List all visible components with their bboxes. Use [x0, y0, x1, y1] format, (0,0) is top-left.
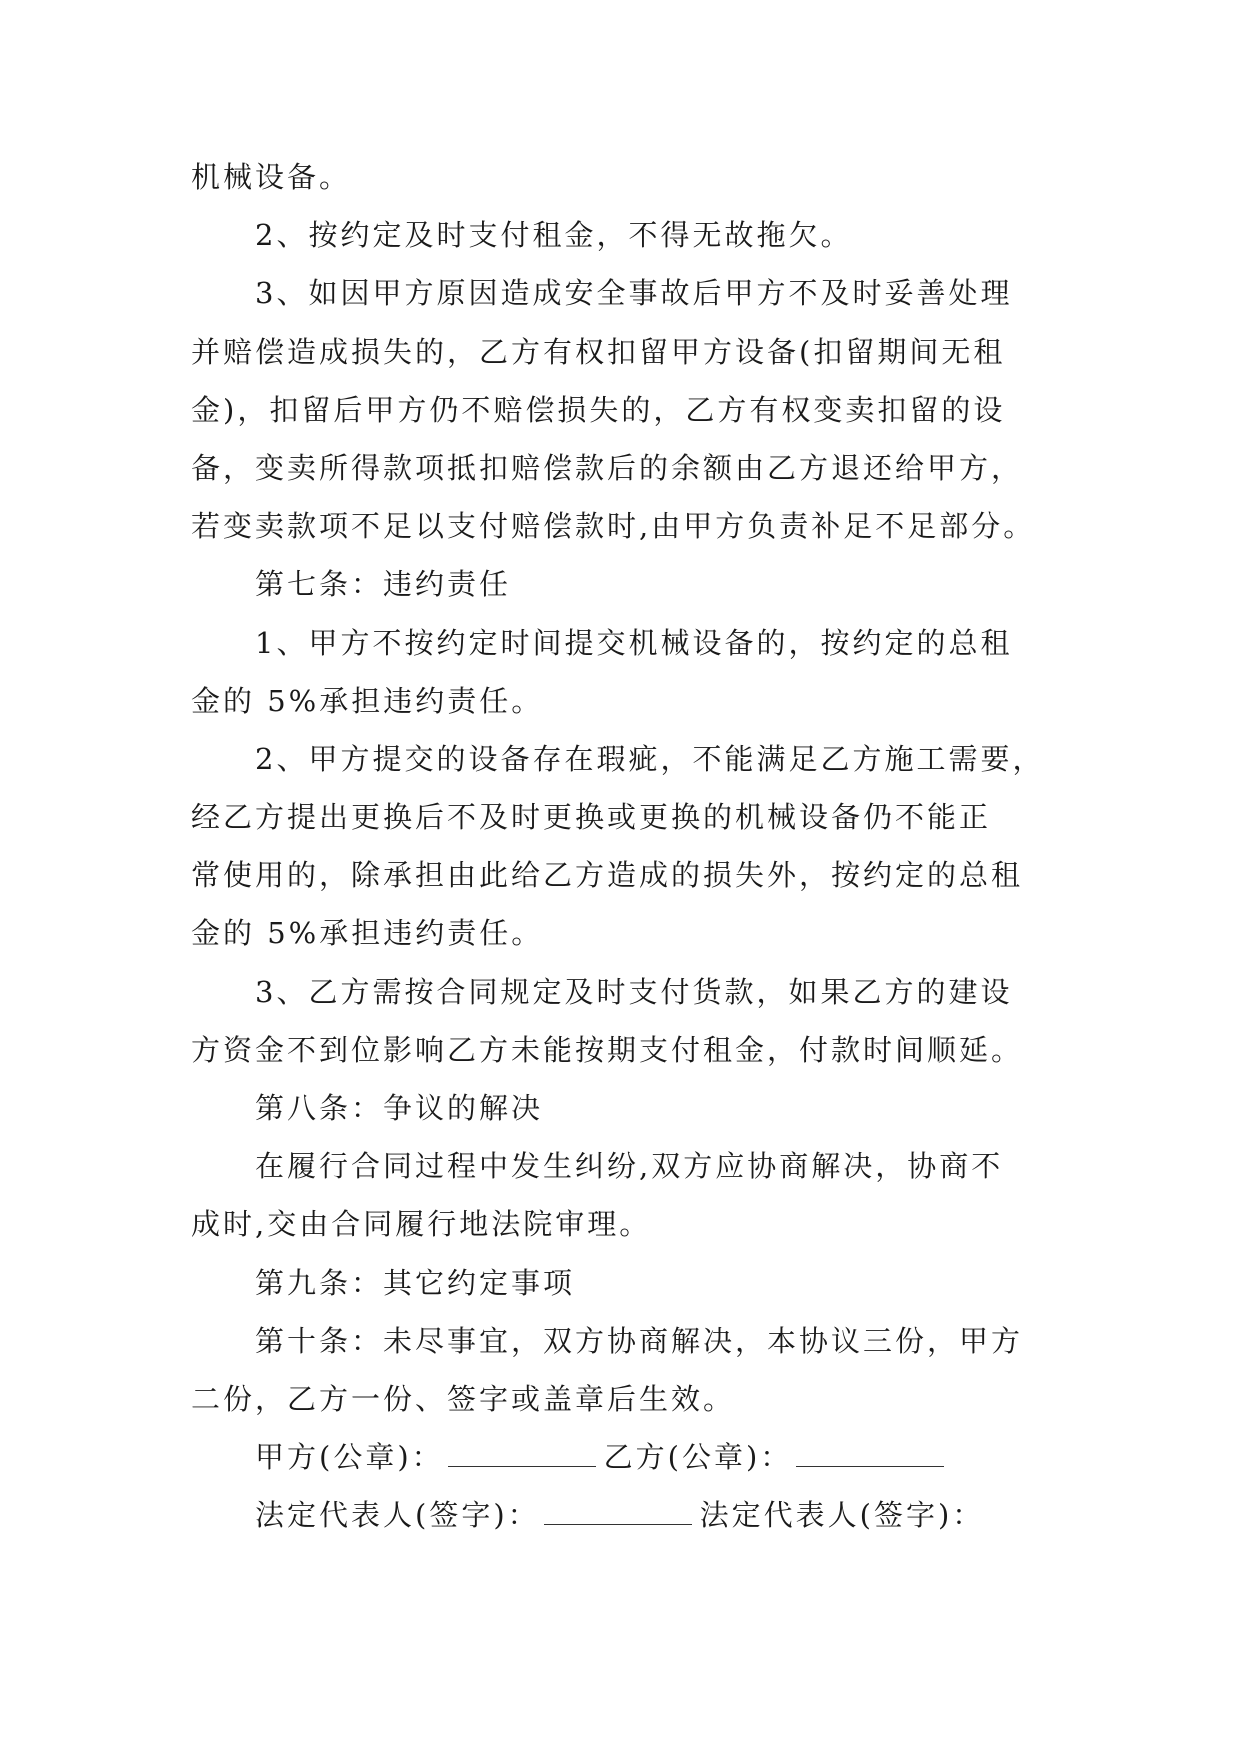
text-line: 成时,交由合同履行地法院审理。	[191, 1207, 652, 1242]
text-line: 3、乙方需按合同规定及时支付货款，如果乙方的建设	[255, 974, 1013, 1009]
text-line: 若变卖款项不足以支付赔偿款时,由甲方负责补足不足部分。	[191, 509, 1036, 544]
text-line: 第九条：其它约定事项	[255, 1265, 576, 1300]
party-a-seal-blank	[448, 1444, 596, 1467]
text-line: 机械设备。	[191, 160, 352, 194]
signature-row-representative	[191, 1486, 1051, 1544]
text-line: 1、甲方不按约定时间提交机械设备的，按约定的总租	[255, 625, 1013, 660]
text-line: 金)，扣留后甲方仍不赔偿损失的，乙方有权变卖扣留的设	[191, 392, 1006, 427]
contract-clauses	[191, 148, 1051, 1428]
text-line: 经乙方提出更换后不及时更换或更换的机械设备仍不能正	[191, 800, 992, 835]
text-line: 金的 5%承担违约责任。	[191, 916, 544, 951]
text-line: 2、甲方提交的设备存在瑕疵，不能满足乙方施工需要，	[255, 741, 1045, 776]
text-line: 并赔偿造成损失的，乙方有权扣留甲方设备(扣留期间无租	[191, 334, 1006, 369]
text-line: 备，变卖所得款项抵扣赔偿款后的余额由乙方退还给甲方，	[191, 450, 1024, 485]
contract-body	[191, 148, 1051, 1545]
text-line: 第十条：未尽事宜，双方协商解决，本协议三份，甲方	[255, 1323, 1024, 1358]
text-line: 常使用的，除承担由此给乙方造成的损失外，按约定的总租	[191, 858, 1024, 893]
text-line: 金的 5%承担违约责任。	[191, 683, 544, 718]
party-a-rep-blank	[544, 1502, 692, 1525]
text-line: 3、如因甲方原因造成安全事故后甲方不及时妥善处理	[255, 276, 1013, 311]
text-line: 第八条：争议的解决	[255, 1091, 544, 1125]
text-line: 方资金不到位影响乙方未能按期支付租金，付款时间顺延。	[191, 1032, 1024, 1067]
party-a-seal-label: 甲方(公章)：	[255, 1440, 444, 1475]
text-line: 2、按约定及时支付租金，不得无故拖欠。	[255, 218, 853, 253]
signature-row-seal	[191, 1428, 1051, 1486]
party-b-seal-label: 乙方(公章)：	[603, 1440, 793, 1475]
party-b-rep-label: 法定代表人(签字)：	[699, 1498, 985, 1533]
text-line: 二份，乙方一份、签字或盖章后生效。	[191, 1381, 736, 1416]
party-a-rep-label: 法定代表人(签字)：	[255, 1498, 540, 1533]
party-b-seal-blank	[796, 1444, 944, 1467]
text-line: 第七条：违约责任	[255, 567, 512, 602]
text-line: 在履行合同过程中发生纠纷,双方应协商解决，协商不	[255, 1149, 1004, 1184]
